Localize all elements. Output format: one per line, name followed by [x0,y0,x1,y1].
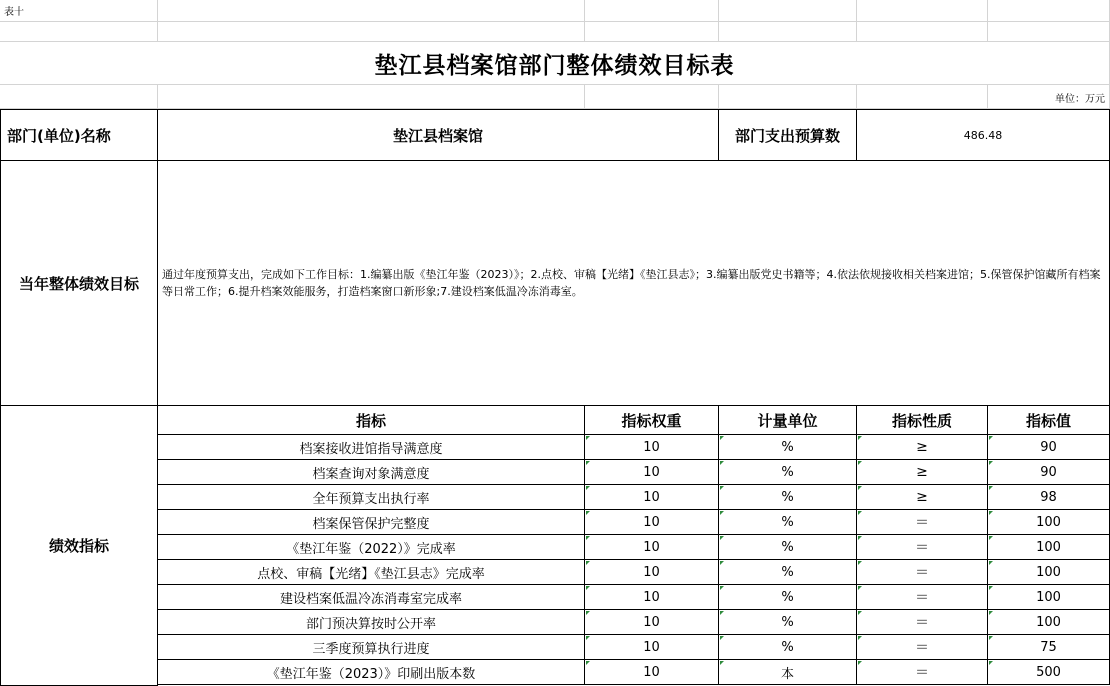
indicator-name-cell [158,485,585,510]
unit-text: % [781,489,794,505]
indicator-nature-cell [857,585,988,610]
blank-cell [857,0,988,22]
col-header-nature: 指标性质 [857,406,988,435]
indicator-value-cell [988,610,1110,635]
indicator-nature-cell [857,560,988,585]
indicator-weight-cell [585,510,719,535]
nature-text: ＝ [915,590,929,606]
name-text: 《垫江年鉴（2022）》完成率 [286,541,456,557]
blank-cell [719,22,857,42]
nature-text: ＝ [915,615,929,631]
weight-text: 10 [643,514,660,530]
dept-name-label: 部门(单位)名称 [0,109,158,161]
indicator-value-cell [988,535,1110,560]
dept-name-value: 垫江县档案馆 [158,109,719,161]
blank-cell [857,85,988,109]
blank-cell [585,22,719,42]
col-header-weight: 指标权重 [585,406,719,435]
blank-cell [988,22,1110,42]
nature-text: ＝ [915,515,929,531]
value-text: 75 [1040,639,1057,655]
indicator-unit-cell [719,485,857,510]
indicator-weight-cell [585,435,719,460]
unit-note: 单位：万元 [988,85,1110,109]
blank-cell [719,85,857,109]
blank-cell [719,0,857,22]
blank-cell [988,0,1110,22]
weight-text: 10 [643,589,660,605]
value-text: 100 [1036,514,1061,530]
blank-cell [158,85,585,109]
indicator-nature-cell [857,535,988,560]
indicator-unit-cell [719,610,857,635]
indicator-unit-cell [719,585,857,610]
weight-text: 10 [643,639,660,655]
sheet-label: 表十 [0,0,158,22]
indicator-weight-cell [585,535,719,560]
indicator-unit-cell [719,660,857,685]
unit-text: % [781,539,794,555]
name-text: 三季度预算执行进度 [312,641,430,657]
unit-text: % [781,639,794,655]
blank-cell [0,22,158,42]
indicator-nature-cell [857,485,988,510]
page-title: 垫江县档案馆部门整体绩效目标表 [0,42,1110,85]
col-header-indicator: 指标 [158,406,585,435]
indicator-value-cell [988,660,1110,685]
nature-text: ＝ [915,640,929,656]
blank-cell [158,22,585,42]
value-text: 500 [1036,664,1061,680]
value-text: 90 [1040,439,1057,455]
unit-text: % [781,464,794,480]
indicator-value-cell [988,510,1110,535]
budget-label: 部门支出预算数 [719,109,857,161]
goal-label: 当年整体绩效目标 [0,161,158,406]
name-text: 档案保管保护完整度 [312,516,430,532]
indicators-section-label: 绩效指标 [0,406,158,686]
indicator-unit-cell [719,460,857,485]
indicator-nature-cell [857,510,988,535]
indicator-unit-cell [719,560,857,585]
blank-cell [0,85,158,109]
nature-text: ≥ [916,439,928,455]
nature-text: ≥ [916,489,928,505]
nature-text: ≥ [916,464,928,480]
name-text: 档案接收进馆指导满意度 [299,441,443,457]
indicator-name-cell [158,435,585,460]
indicator-weight-cell [585,585,719,610]
blank-cell [585,85,719,109]
nature-text: ＝ [915,665,929,681]
indicator-value-cell [988,435,1110,460]
value-text: 100 [1036,539,1061,555]
weight-text: 10 [643,464,660,480]
value-text: 100 [1036,614,1061,630]
indicator-unit-cell [719,535,857,560]
name-text: 部门预决算按时公开率 [305,616,436,632]
indicator-unit-cell [719,510,857,535]
unit-text: % [781,514,794,530]
indicator-name-cell [158,660,585,685]
name-text: 全年预算支出执行率 [312,491,430,507]
indicator-name-cell [158,635,585,660]
budget-value: 486.48 [857,109,1110,161]
indicator-unit-cell [719,635,857,660]
weight-text: 10 [643,564,660,580]
indicator-weight-cell [585,560,719,585]
unit-text: % [781,564,794,580]
unit-text: 本 [780,666,794,682]
indicator-weight-cell [585,460,719,485]
blank-cell [585,0,719,22]
nature-text: ＝ [915,565,929,581]
indicator-unit-cell [719,435,857,460]
name-text: 点校、审稿【光绪】《垫江县志》完成率 [257,566,485,582]
value-text: 90 [1040,464,1057,480]
goal-text: 通过年度预算支出，完成如下工作目标：1.编纂出版《垫江年鉴（2023）》；2.点校、审稿【光绪】《垫江县志》；3.编纂出版党史书籍等；4.依法依规接收相关档案进馆；5.保管保护馆藏所有档案等日常工作；6.提升档案效能服务，打造档案窗口新形象;7.建设档案低温冷冻消毒室。 [158,161,1110,406]
weight-text: 10 [643,439,660,455]
indicator-value-cell [988,460,1110,485]
indicator-weight-cell [585,485,719,510]
indicator-nature-cell [857,610,988,635]
indicator-value-cell [988,635,1110,660]
indicator-nature-cell [857,460,988,485]
unit-text: % [781,614,794,630]
name-text: 档案查询对象满意度 [312,466,430,482]
indicator-weight-cell [585,635,719,660]
col-header-value: 指标值 [988,406,1110,435]
indicator-name-cell [158,560,585,585]
weight-text: 10 [643,489,660,505]
indicator-name-cell [158,535,585,560]
indicator-name-cell [158,460,585,485]
col-header-unit: 计量单位 [719,406,857,435]
value-text: 100 [1036,564,1061,580]
indicator-name-cell [158,585,585,610]
value-text: 100 [1036,589,1061,605]
weight-text: 10 [643,539,660,555]
blank-cell [857,22,988,42]
indicator-value-cell [988,585,1110,610]
indicator-name-cell [158,610,585,635]
indicator-nature-cell [857,660,988,685]
indicator-weight-cell [585,610,719,635]
unit-text: % [781,439,794,455]
name-text: 建设档案低温冷冻消毒室完成率 [279,591,462,607]
weight-text: 10 [643,664,660,680]
value-text: 98 [1040,489,1057,505]
weight-text: 10 [643,614,660,630]
indicator-value-cell [988,485,1110,510]
indicator-value-cell [988,560,1110,585]
name-text: 《垫江年鉴（2023）》印刷出版本数 [266,666,476,682]
indicator-weight-cell [585,660,719,685]
indicator-name-cell [158,510,585,535]
indicator-nature-cell [857,635,988,660]
unit-text: % [781,589,794,605]
indicator-nature-cell [857,435,988,460]
nature-text: ＝ [915,540,929,556]
blank-cell [158,0,585,22]
